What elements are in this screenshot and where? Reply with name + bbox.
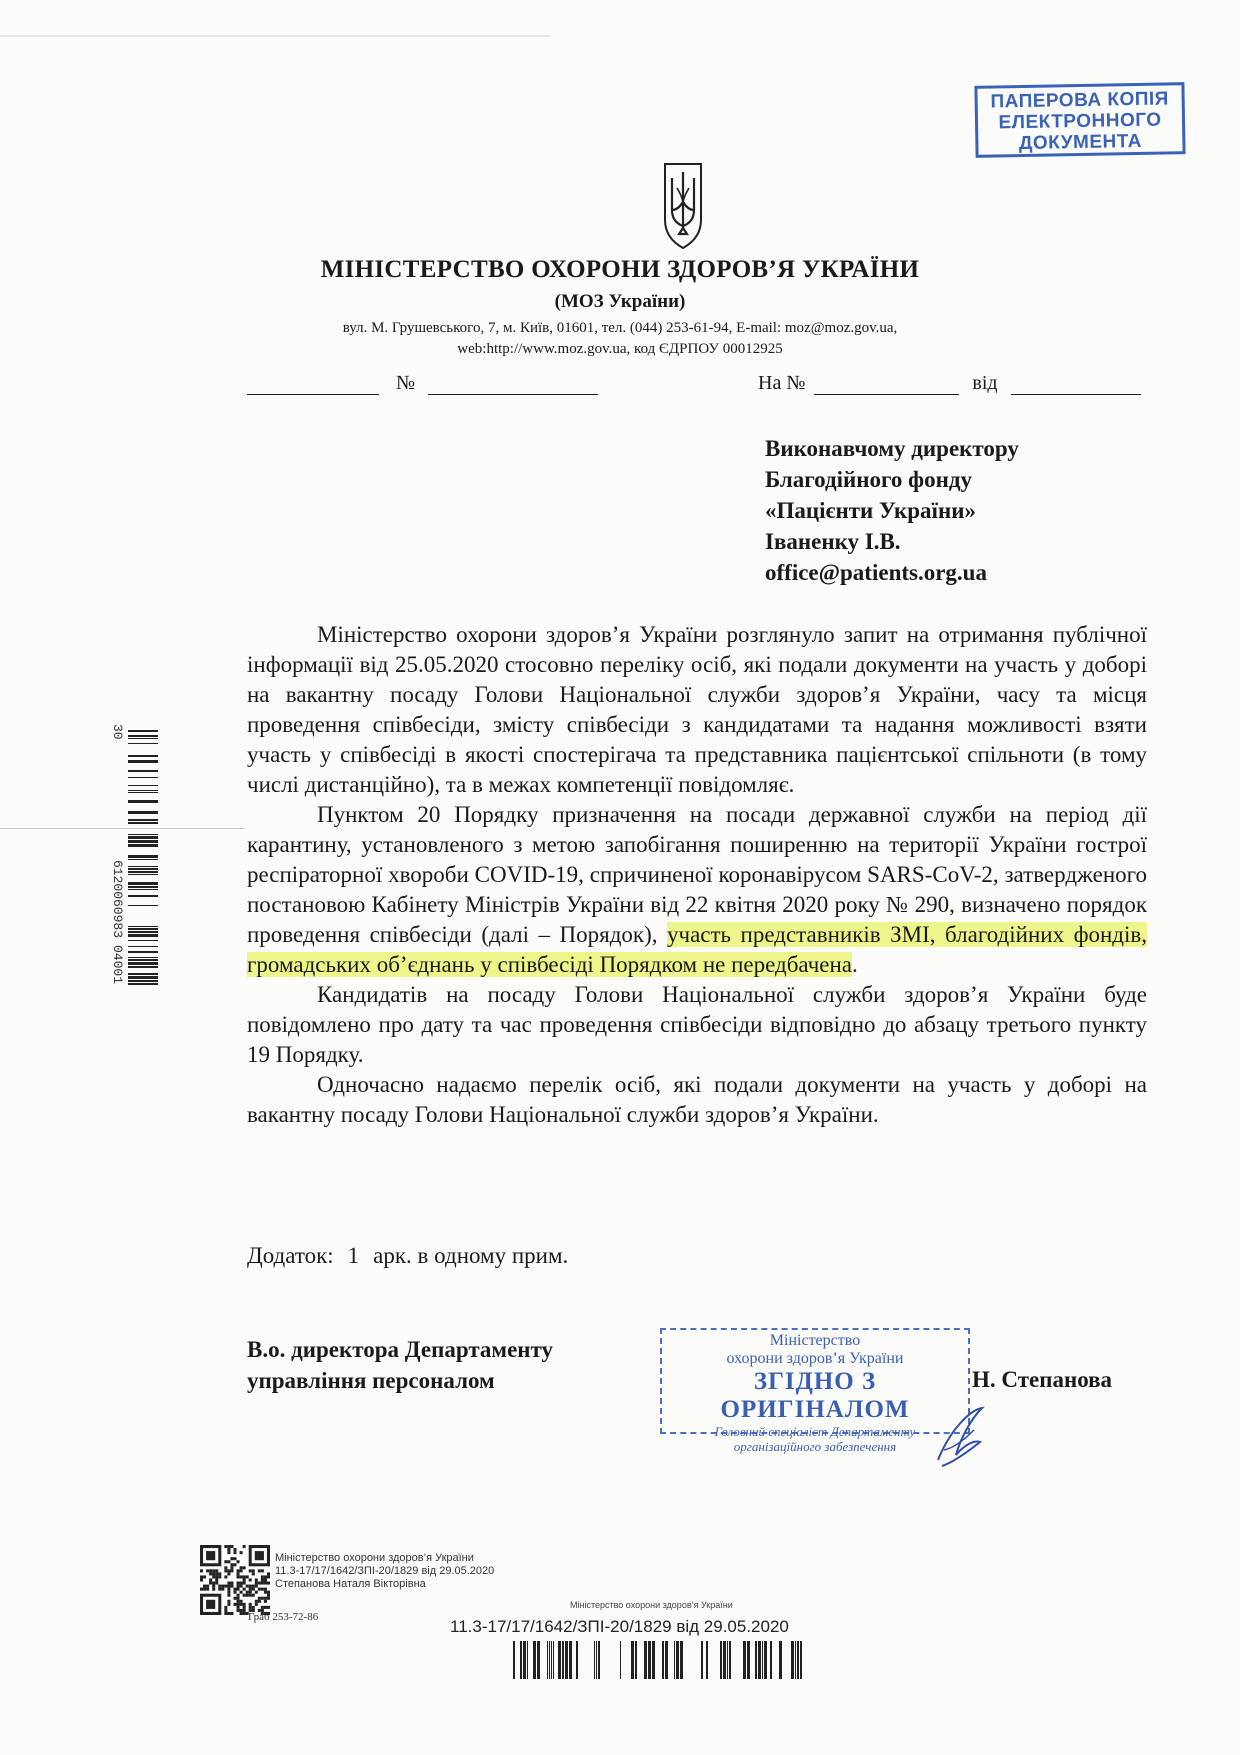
executor-phone: Граб 253-72-86 bbox=[248, 1611, 319, 1623]
stamp-line: організаційного забезпечення bbox=[733, 1439, 897, 1454]
date-blank bbox=[247, 374, 379, 395]
incoming-number-blank bbox=[814, 374, 959, 395]
paper-copy-stamp bbox=[974, 82, 1185, 158]
ministry-address: вул. М. Грушевського, 7, м. Київ, 01601, тел. (044) 253-61-94, E-mail: moz@moz.gov.ua, bbox=[342, 320, 898, 336]
na-label: На № bbox=[758, 372, 806, 394]
paper-copy-stamp-line: ЕЛЕКТРОННОГО bbox=[998, 109, 1162, 134]
paper-copy-stamp-line: ПАПЕРОВА КОПІЯ bbox=[990, 88, 1170, 113]
appendix-rest: арк. в одному прим. bbox=[373, 1243, 569, 1268]
true-copy-stamp bbox=[660, 1328, 970, 1454]
side-barcode-number: 30 bbox=[110, 724, 125, 740]
addressee-line: Благодійного фонду bbox=[765, 467, 972, 492]
no-label: № bbox=[396, 372, 416, 394]
paper-copy-stamp-line: ДОКУМЕНТА bbox=[1018, 130, 1143, 155]
signatory-name: Н. Степанова bbox=[972, 1367, 1113, 1392]
appendix-label: Додаток: bbox=[247, 1243, 334, 1268]
side-barcode bbox=[118, 730, 166, 990]
number-blank bbox=[428, 374, 598, 395]
registration-number: 11.3-17/17/1642/ЗПІ-20/1829 від 29.05.2020 bbox=[450, 1617, 789, 1636]
paragraph-2 bbox=[247, 800, 1147, 980]
addressee-line: Іваненку І.В. bbox=[765, 529, 901, 554]
signatory-role-line: управління персоналом bbox=[247, 1368, 495, 1393]
stamp-line: ЗГІДНО З ОРИГІНАЛОМ bbox=[720, 1368, 910, 1423]
ministry-abbr: (МОЗ України) bbox=[554, 291, 686, 312]
stamp-line: Міністерство bbox=[769, 1332, 861, 1349]
qr-caption bbox=[275, 1552, 494, 1591]
signatory-role bbox=[247, 1334, 553, 1396]
paragraph-2-text: Пунктом 20 Порядку призначення на посади державної служби на період дії карантину, установленого з метою запобігання поширенню на території України гострої респіраторної хвороби COVID-19, спричиненої коронавірусом SARS-CoV-2, затвердженого постановою Кабінету Міністрів України від 22 квітня 2020 року № 290, визначено порядок проведення співбесіди (далі – Порядок), bbox=[247, 802, 1147, 947]
ministry-web: web:http://www.moz.gov.ua, код ЄДРПОУ 00012925 bbox=[457, 341, 783, 357]
appendix-line bbox=[247, 1243, 582, 1269]
ministry-title: МІНІСТЕРСТВО ОХОРОНИ ЗДОРОВ’Я УКРАЇНИ bbox=[320, 256, 920, 283]
paragraph-2-end: . bbox=[852, 952, 858, 977]
stamp-line: Головний спеціаліст Департаменту bbox=[714, 1424, 916, 1439]
addressee-line: Виконавчому директору bbox=[765, 436, 1019, 461]
qr-caption-line: Міністерство охорони здоров’я України bbox=[275, 1552, 474, 1564]
scan-artifact bbox=[0, 33, 550, 39]
highlighted-text: участь представників ЗМІ, благодійних фондів, громадських об’єднань у співбесіді Порядком не передбачена bbox=[247, 922, 1148, 977]
side-barcode-number: 04001 bbox=[110, 945, 125, 985]
paragraph-1: Міністерство охорони здоров’я України розглянуло запит на отримання публічної інформації від 25.05.2020 стосовно переліку осіб, які подали документи на участь у доборі на вакантну посаду Голови Національної служби здоров’я України, часу та місця проведення співбесіди, змісту співбесіди з кандидатами та надання можливості взяти участь у співбесіді в якості спостерігача та представника пацієнтської спільноти (в тому числі дистанційно), та в межах компетенції повідомляє. bbox=[247, 622, 1147, 797]
outgoing-ref bbox=[247, 372, 598, 395]
paragraph-3: Кандидатів на посаду Голови Національної служби здоров’я України буде повідомлено про дату та час проведення співбесіди відповідно до абзацу третього пункту 19 Порядку. bbox=[247, 982, 1147, 1067]
appendix-count: 1 bbox=[347, 1243, 360, 1268]
vid-label: від bbox=[972, 372, 998, 394]
qr-caption-line: 11.3-17/17/1642/ЗПІ-20/1829 від 29.05.2020 bbox=[275, 1565, 495, 1577]
qr-code-icon bbox=[200, 1545, 270, 1615]
addressee-email: office@patients.org.ua bbox=[765, 560, 987, 585]
qr-caption-line: Степанова Наталя Вікторівна bbox=[275, 1578, 426, 1590]
stamp-line: охорони здоров’я України bbox=[726, 1350, 904, 1367]
incoming-date-blank bbox=[1011, 374, 1141, 395]
incoming-ref bbox=[758, 372, 1141, 395]
footer-org: Міністерство охорони здоров’я України bbox=[570, 1600, 733, 1610]
paragraph-4: Одночасно надаємо перелік осіб, які подали документи на участь у доборі на вакантну посаду Голови Національної служби здоров’я України. bbox=[247, 1072, 1147, 1127]
signatory-role-line: В.о. директора Департаменту bbox=[247, 1337, 554, 1362]
addressee-line: «Пацієнти України» bbox=[765, 498, 976, 523]
side-barcode-number: 6120060983 bbox=[110, 860, 125, 939]
footer-barcode bbox=[505, 1641, 805, 1679]
letter-body bbox=[247, 620, 1147, 1130]
addressee-block bbox=[765, 433, 1019, 588]
trident-emblem-icon bbox=[662, 158, 704, 250]
handwritten-signature bbox=[930, 1400, 990, 1470]
